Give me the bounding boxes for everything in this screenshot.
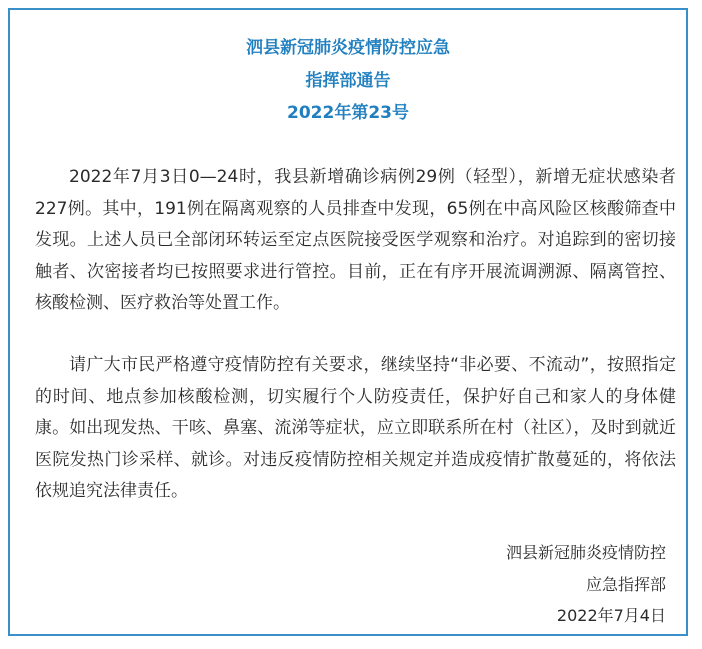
body-paragraph-1: 2022年7月3日0—24时，我县新增确诊病例29例（轻型），新增无症状感染者227例。其中，191例在隔离观察的人员排查中发现，65例在中高风险区核酸筛查中发现。上述人员已全部闭环转运至定点医院接受医学观察和治疗。对追踪到的密切接触者、次密接者均已按照要求进行管控。目前，正在有序开展流调溯源、隔离管控、核酸检测、医疗救治等处置工作。 <box>35 167 676 313</box>
signature-date: 2022年7月4日 <box>556 606 666 625</box>
notice-number: 2022年第23号 <box>287 103 409 123</box>
notice-frame <box>8 8 688 636</box>
notice-title-line2: 指挥部通告 <box>305 71 391 91</box>
signature-org-line2: 应急指挥部 <box>585 575 666 594</box>
body-paragraph-2: 请广大市民严格遵守疫情防控有关要求，继续坚持“非必要、不流动”，按照指定的时间、地点参加核酸检测，切实履行个人防疫责任，保护好自己和家人的身体健康。如出现发热、干咳、鼻塞、流涕等症状，应立即联系所在村（社区），及时到就近医院发热门诊采样、就诊。对违反疫情防控相关规定并造成疫情扩散蔓延的，将依法依规追究法律责任。 <box>35 355 676 501</box>
signature-org-line1: 泗县新冠肺炎疫情防控 <box>505 543 666 562</box>
notice-title-line1: 泗县新冠肺炎疫情防控应急 <box>246 38 450 58</box>
